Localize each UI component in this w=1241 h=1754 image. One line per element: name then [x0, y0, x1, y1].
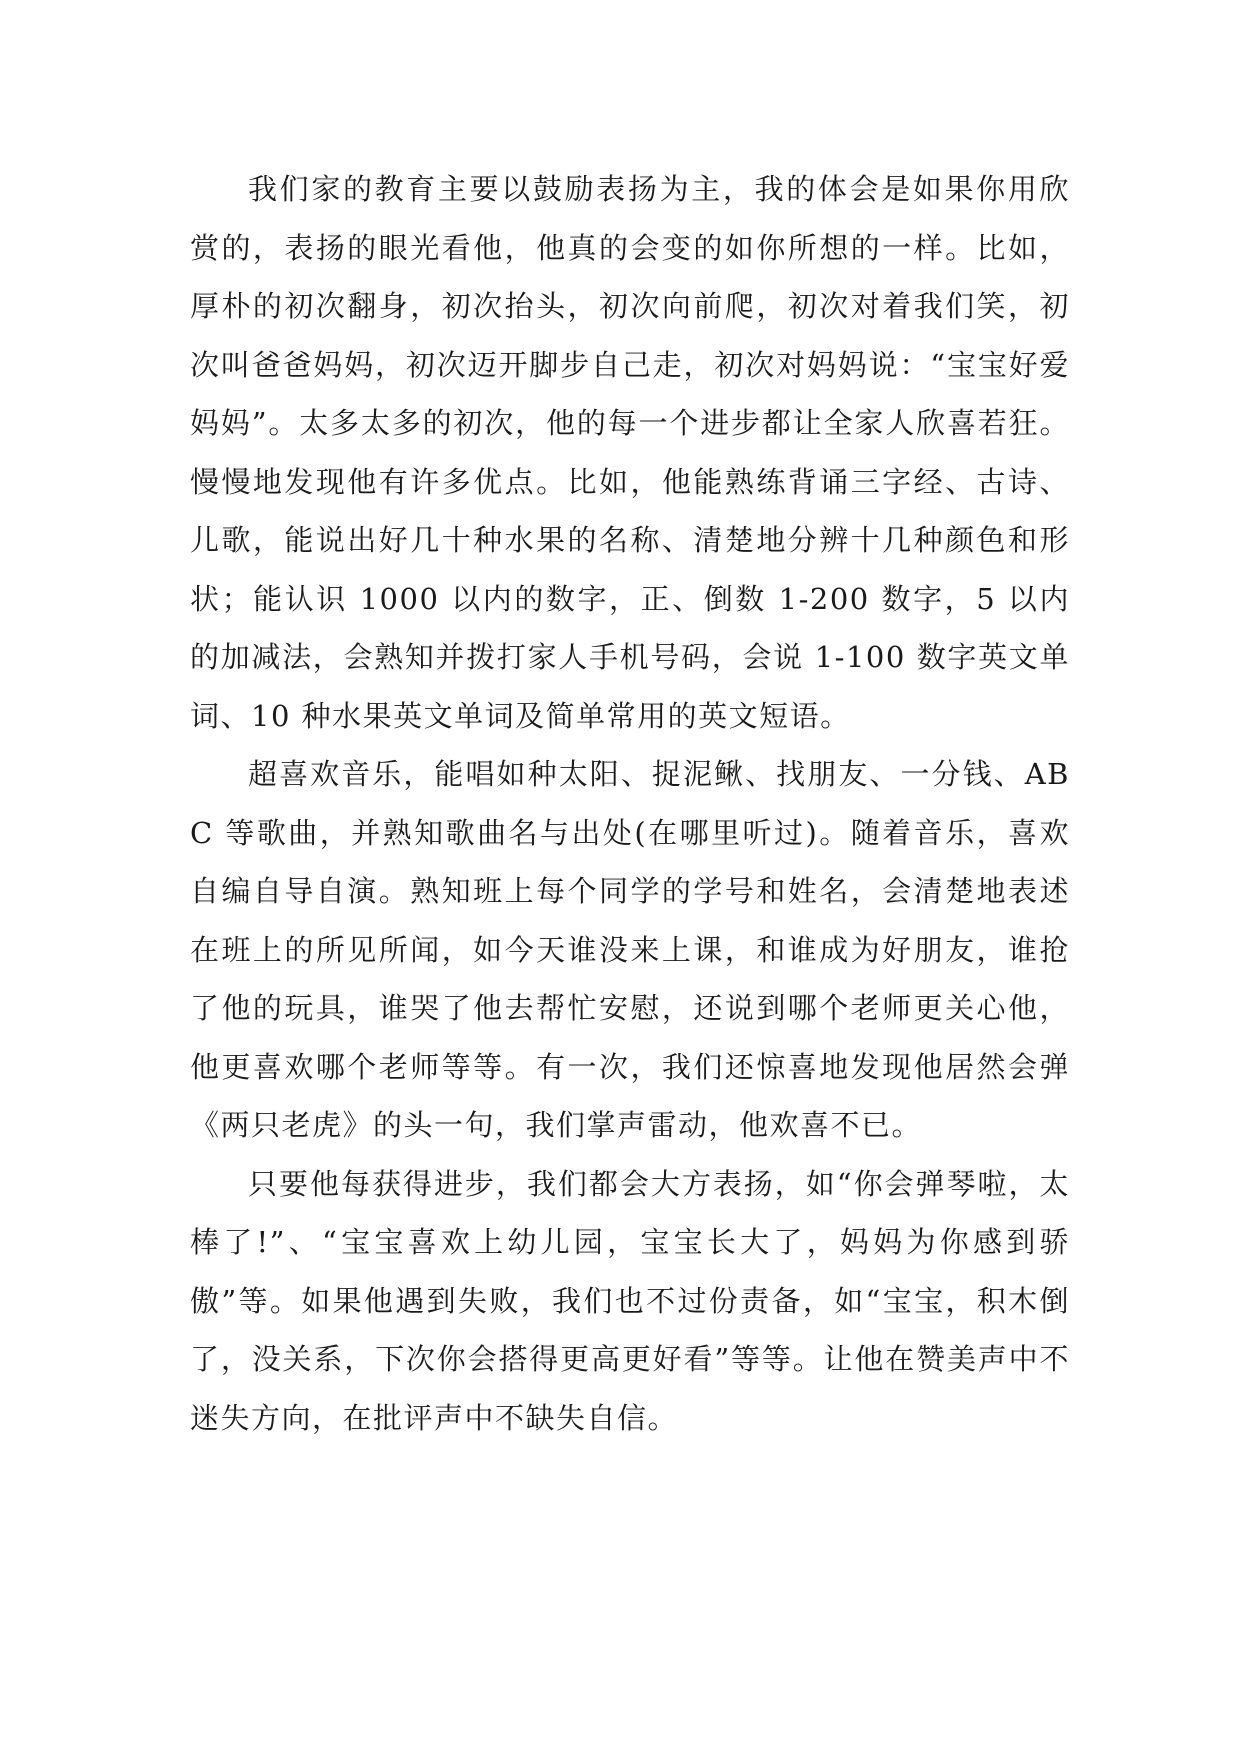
paragraph-encouragement: 我们家的教育主要以鼓励表扬为主，我的体会是如果你用欣赏的，表扬的眼光看他，他真的会变的如你所想的一样。比如，厚朴的初次翻身，初次抬头，初次向前爬，初次对着我们笑，初次叫爸爸妈妈，初次迈开脚步自己走，初次对妈妈说：“宝宝好爱妈妈”。太多太多的初次，他的每一个进步都让全家人欣喜若狂。慢慢地发现他有许多优点。比如，他能熟练背诵三字经、古诗、儿歌，能说出好几十种水果的名称、清楚地分辨十几种颜色和形状；能认识 1000 以内的数字，正、倒数 1-200 数字，5 以内的加减法，会熟知并拨打家人手机号码，会说 1-100 数字英文单词、10 种水果英文单词及简单常用的英文短语。 [190, 172, 1070, 733]
paragraph-music: 超喜欢音乐，能唱如种太阳、捉泥鳅、找朋友、一分钱、ABC 等歌曲，并熟知歌曲名与出处(在哪里听过)。随着音乐，喜欢自编自导自演。熟知班上每个同学的学号和姓名，会清楚地表述在班上的所见所闻，如今天谁没来上课，和谁成为好朋友，谁抢了他的玩具，谁哭了他去帮忙安慰，还说到哪个老师更关心他，他更喜欢哪个老师等等。有一次，我们还惊喜地发现他居然会弹《两只老虎》的头一句，我们掌声雷动，他欢喜不已。 [190, 757, 1070, 1142]
paragraph-praise: 只要他每获得进步，我们都会大方表扬，如“你会弹琴啦，太棒了!”、“宝宝喜欢上幼儿园，宝宝长大了，妈妈为你感到骄傲”等。如果他遇到失败，我们也不过份责备，如“宝宝，积木倒了，没关系，下次你会搭得更高更好看”等等。让他在赞美声中不迷失方向，在批评声中不缺失自信。 [190, 1166, 1070, 1435]
document-body [190, 160, 1070, 1447]
